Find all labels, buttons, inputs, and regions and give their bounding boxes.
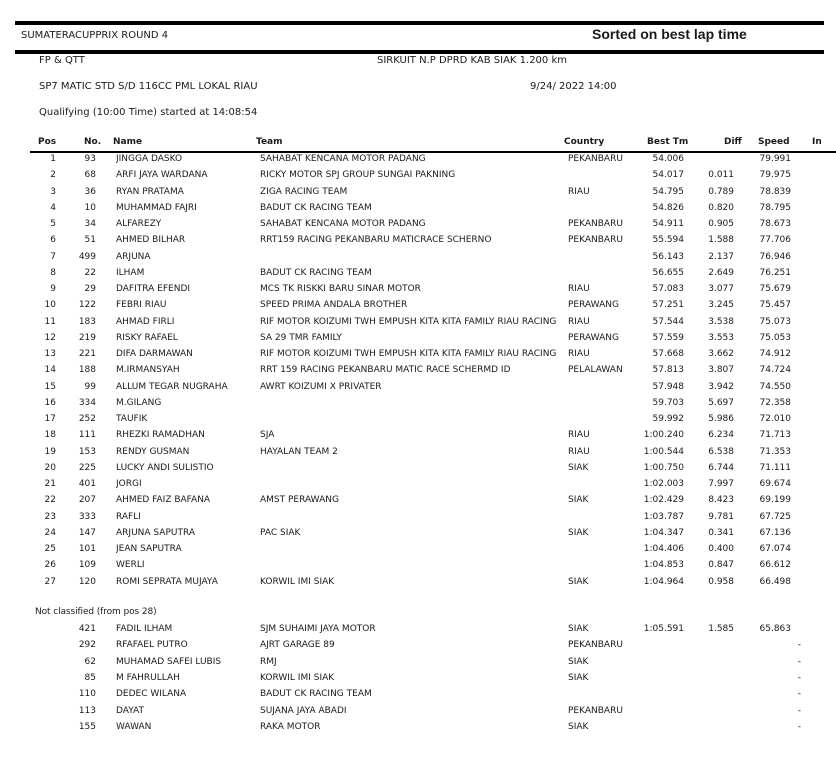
team-cell: RMJ xyxy=(260,656,277,667)
number-cell: 34 xyxy=(84,219,96,229)
speed-cell: - xyxy=(797,640,801,651)
best-time-cell: 54.017 xyxy=(652,170,684,181)
col-team: Team xyxy=(256,137,283,147)
speed-cell: 72.358 xyxy=(759,397,791,408)
best-time-cell: 57.948 xyxy=(652,381,684,392)
team-cell: MCS TK RISKKI BARU SINAR MOTOR xyxy=(260,284,421,294)
country-cell: PERAWANG xyxy=(568,300,619,311)
name-cell: RHEZKI RAMADHAN xyxy=(116,430,205,441)
best-time-cell: 57.813 xyxy=(652,365,684,376)
diff-cell: 2.649 xyxy=(708,267,734,278)
position-cell: 9 xyxy=(50,284,56,294)
table-row xyxy=(0,560,836,576)
diff-cell: 0.905 xyxy=(708,219,734,229)
col-in: In xyxy=(812,137,822,147)
diff-cell: 5.697 xyxy=(708,397,734,408)
country-cell: SIAK xyxy=(568,656,589,667)
speed-cell: 67.074 xyxy=(759,544,791,554)
country-cell: PEKANBARU xyxy=(568,640,623,651)
speed-cell: 75.053 xyxy=(759,332,791,343)
position-cell: 27 xyxy=(44,576,56,587)
name-cell: ILHAM xyxy=(116,267,145,278)
speed-cell: - xyxy=(797,672,801,683)
number-cell: 68 xyxy=(84,170,96,181)
speed-cell: 66.612 xyxy=(759,560,791,571)
col-diff: Diff xyxy=(724,137,742,147)
col-pos: Pos xyxy=(38,137,57,147)
team-cell: AWRT KOIZUMI X PRIVATER xyxy=(260,381,382,392)
diff-cell: 1.588 xyxy=(708,235,734,246)
speed-cell: 79.975 xyxy=(759,170,791,181)
best-time-cell: 57.544 xyxy=(652,316,684,327)
speed-cell: 69.674 xyxy=(759,479,791,489)
position-cell: 2 xyxy=(50,170,56,181)
position-cell: 20 xyxy=(44,462,56,473)
name-cell: LUCKY ANDI SULISTIO xyxy=(116,462,214,473)
number-cell: 111 xyxy=(78,430,96,441)
position-cell: 8 xyxy=(50,267,56,278)
diff-cell: 6.234 xyxy=(708,430,734,441)
table-row xyxy=(0,689,836,705)
table-row xyxy=(0,495,836,511)
team-cell: SJM SUHAIMI JAYA MOTOR xyxy=(260,624,376,634)
table-row xyxy=(0,706,836,722)
position-cell: 7 xyxy=(50,251,56,262)
diff-cell: 0.847 xyxy=(708,560,734,571)
best-time-cell: 1:05.591 xyxy=(643,624,684,634)
team-cell: RIF MOTOR KOIZUMI TWH EMPUSH KITA KITA FAMILY RIAU RACING xyxy=(260,349,557,359)
name-cell: JEAN SAPUTRA xyxy=(116,544,182,554)
best-time-cell: 1:02.429 xyxy=(643,495,684,506)
country-cell: SIAK xyxy=(568,576,589,587)
table-row xyxy=(0,349,836,365)
best-time-cell: 1:00.544 xyxy=(643,446,684,457)
speed-cell: 74.550 xyxy=(759,381,791,392)
name-cell: FADIL ILHAM xyxy=(116,624,173,634)
speed-cell: 77.706 xyxy=(759,235,791,246)
country-cell: RIAU xyxy=(568,446,590,457)
country-cell: PEKANBARU xyxy=(568,705,623,716)
table-row xyxy=(0,398,836,414)
team-cell: SAHABAT KENCANA MOTOR PADANG xyxy=(260,154,426,164)
number-cell: 62 xyxy=(84,656,96,667)
table-row xyxy=(0,722,836,738)
name-cell: ARJUNA SAPUTRA xyxy=(116,527,195,538)
position-cell: 13 xyxy=(44,349,56,359)
table-row xyxy=(0,300,836,316)
diff-cell: 0.011 xyxy=(708,170,734,181)
name-cell: AHMED BILHAR xyxy=(116,235,186,246)
table-row xyxy=(0,512,836,528)
table-row xyxy=(0,187,836,203)
header-rule xyxy=(15,50,824,54)
table-row xyxy=(0,284,836,300)
col-name: Name xyxy=(113,137,143,147)
table-row xyxy=(0,673,836,689)
speed-cell: - xyxy=(797,689,801,700)
name-cell: DEDEC WILANA xyxy=(116,689,187,700)
table-row xyxy=(0,203,836,219)
number-cell: 252 xyxy=(78,414,96,424)
country-cell: PEKANBARU xyxy=(568,235,623,246)
speed-cell: 75.457 xyxy=(759,300,791,311)
name-cell: ROMI SEPRATA MUJAYA xyxy=(116,576,218,587)
position-cell: 23 xyxy=(44,511,56,522)
position-cell: 12 xyxy=(44,332,56,343)
number-cell: 401 xyxy=(78,479,96,489)
position-cell: 14 xyxy=(44,365,56,376)
name-cell: ARJUNA xyxy=(116,251,151,262)
country-cell: SIAK xyxy=(568,527,589,538)
team-cell: KORWIL IMI SIAK xyxy=(260,576,335,587)
number-cell: 109 xyxy=(78,560,96,571)
name-cell: MUHAMMAD FAJRI xyxy=(116,202,197,213)
col-speed: Speed xyxy=(758,137,790,147)
name-cell: RFAFAEL PUTRO xyxy=(116,640,188,651)
session-info: Qualifying (10:00 Time) started at 14:08:54 xyxy=(39,107,258,118)
number-cell: 110 xyxy=(78,689,96,700)
best-time-cell: 54.795 xyxy=(652,186,684,197)
name-cell: M FAHRULLAH xyxy=(116,672,180,683)
best-time-cell: 57.668 xyxy=(652,349,684,359)
name-cell: DAYAT xyxy=(116,705,144,716)
best-time-cell: 57.559 xyxy=(652,332,684,343)
diff-cell: 0.789 xyxy=(708,186,734,197)
number-cell: 113 xyxy=(78,705,96,716)
name-cell: RAFLI xyxy=(116,511,141,522)
diff-cell: 3.245 xyxy=(708,300,734,311)
col-country: Country xyxy=(564,137,605,147)
best-time-cell: 54.006 xyxy=(652,154,684,164)
best-time-cell: 57.083 xyxy=(652,284,684,294)
best-time-cell: 54.826 xyxy=(652,202,684,213)
team-cell: RRT159 RACING PEKANBARU MATICRACE SCHERNO xyxy=(260,235,492,246)
position-cell: 24 xyxy=(44,527,56,538)
table-row xyxy=(0,382,836,398)
number-cell: 93 xyxy=(84,154,96,164)
diff-cell: 3.807 xyxy=(708,365,734,376)
diff-cell: 0.958 xyxy=(708,576,734,587)
best-time-cell: 1:02.003 xyxy=(643,479,684,489)
position-cell: 1 xyxy=(50,154,56,164)
number-cell: 153 xyxy=(78,446,96,457)
diff-cell: 6.538 xyxy=(708,446,734,457)
country-cell: SIAK xyxy=(568,672,589,683)
best-time-cell: 54.911 xyxy=(652,219,684,229)
table-row xyxy=(0,544,836,560)
speed-cell: 79.991 xyxy=(759,154,791,164)
table-row xyxy=(0,219,836,235)
name-cell: JORGI xyxy=(116,479,142,489)
position-cell: 11 xyxy=(44,316,56,327)
table-row xyxy=(0,463,836,479)
name-cell: WERLI xyxy=(116,560,145,571)
table-row xyxy=(0,430,836,446)
speed-cell: 71.111 xyxy=(759,462,791,473)
diff-cell: 5.986 xyxy=(708,414,734,424)
number-cell: 51 xyxy=(84,235,96,246)
team-cell: PAC SIAK xyxy=(260,527,301,538)
number-cell: 85 xyxy=(84,672,96,683)
number-cell: 207 xyxy=(78,495,96,506)
best-time-cell: 1:00.240 xyxy=(643,430,684,441)
team-cell: BADUT CK RACING TEAM xyxy=(260,689,372,700)
number-cell: 499 xyxy=(78,251,96,262)
diff-cell: 2.137 xyxy=(708,251,734,262)
diff-cell: 9.781 xyxy=(708,511,734,522)
name-cell: TAUFIK xyxy=(116,414,148,424)
team-cell: KORWIL IMI SIAK xyxy=(260,672,335,683)
speed-cell: 69.199 xyxy=(759,495,791,506)
speed-cell: 66.498 xyxy=(759,576,791,587)
diff-cell: 3.553 xyxy=(708,332,734,343)
name-cell: MUHAMAD SAFEI LUBIS xyxy=(116,656,222,667)
table-row xyxy=(0,317,836,333)
country-cell: RIAU xyxy=(568,349,590,359)
best-time-cell: 1:04.853 xyxy=(643,560,684,571)
position-cell: 5 xyxy=(50,219,56,229)
diff-cell: 0.820 xyxy=(708,202,734,213)
best-time-cell: 1:03.787 xyxy=(643,511,684,522)
position-cell: 22 xyxy=(44,495,56,506)
speed-cell: 76.251 xyxy=(759,267,791,278)
speed-cell: 74.724 xyxy=(759,365,791,376)
best-time-cell: 59.992 xyxy=(652,414,684,424)
table-row xyxy=(0,235,836,251)
table-row xyxy=(0,624,836,640)
speed-cell: 67.725 xyxy=(759,511,791,522)
name-cell: RENDY GUSMAN xyxy=(116,446,190,457)
team-cell: RICKY MOTOR SPJ GROUP SUNGAI PAKNING xyxy=(260,170,456,181)
class-name: SP7 MATIC STD S/D 116CC PML LOKAL RIAU xyxy=(39,81,258,92)
table-row xyxy=(0,154,836,170)
number-cell: 421 xyxy=(78,624,96,634)
number-cell: 225 xyxy=(78,462,96,473)
table-row xyxy=(0,414,836,430)
country-cell: PEKANBARU xyxy=(568,219,623,229)
best-time-cell: 57.251 xyxy=(652,300,684,311)
name-cell: AHMED FAIZ BAFANA xyxy=(116,495,211,506)
best-time-cell: 56.143 xyxy=(652,251,684,262)
diff-cell: 3.538 xyxy=(708,316,734,327)
team-cell: BADUT CK RACING TEAM xyxy=(260,202,372,213)
number-cell: 183 xyxy=(78,316,96,327)
best-time-cell: 56.655 xyxy=(652,267,684,278)
diff-cell: 6.744 xyxy=(708,462,734,473)
team-cell: RAKA MOTOR xyxy=(260,721,321,732)
position-cell: 16 xyxy=(44,397,56,408)
name-cell: DAFITRA EFENDI xyxy=(116,284,191,294)
country-cell: SIAK xyxy=(568,495,589,506)
number-cell: 22 xyxy=(84,267,96,278)
sort-note: Sorted on best lap time xyxy=(592,26,747,42)
position-cell: 26 xyxy=(44,560,56,571)
position-cell: 15 xyxy=(44,381,56,392)
name-cell: M.GILANG xyxy=(116,397,162,408)
table-row xyxy=(0,577,836,593)
best-time-cell: 1:04.347 xyxy=(643,527,684,538)
name-cell: WAWAN xyxy=(116,721,152,732)
speed-cell: 76.946 xyxy=(759,251,791,262)
name-cell: ARFI JAYA WARDANA xyxy=(116,170,208,181)
number-cell: 36 xyxy=(84,186,96,197)
best-time-cell: 55.594 xyxy=(652,235,684,246)
team-cell: BADUT CK RACING TEAM xyxy=(260,267,372,278)
diff-cell: 3.942 xyxy=(708,381,734,392)
number-cell: 334 xyxy=(78,397,96,408)
number-cell: 221 xyxy=(78,349,96,359)
country-cell: PERAWANG xyxy=(568,332,619,343)
speed-cell: 78.839 xyxy=(759,186,791,197)
country-cell: RIAU xyxy=(568,430,590,441)
position-cell: 3 xyxy=(50,186,56,197)
event-title: SUMATERACUPPRIX ROUND 4 xyxy=(21,30,169,41)
top-rule xyxy=(15,21,824,25)
number-cell: 333 xyxy=(78,511,96,522)
number-cell: 188 xyxy=(78,365,96,376)
country-cell: SIAK xyxy=(568,721,589,732)
speed-cell: 78.795 xyxy=(759,202,791,213)
table-row xyxy=(0,479,836,495)
name-cell: DIFA DARMAWAN xyxy=(116,349,193,359)
diff-cell: 8.423 xyxy=(708,495,734,506)
diff-cell: 1.585 xyxy=(708,624,734,634)
speed-cell: 75.679 xyxy=(759,284,791,294)
speed-cell: 78.673 xyxy=(759,219,791,229)
country-cell: SIAK xyxy=(568,624,589,634)
speed-cell: 75.073 xyxy=(759,316,791,327)
team-cell: SUJANA JAYA ABADI xyxy=(260,705,347,716)
team-cell: RIF MOTOR KOIZUMI TWH EMPUSH KITA KITA FAMILY RIAU RACING xyxy=(260,316,557,327)
speed-cell: 67.136 xyxy=(759,527,791,538)
circuit-info: SIRKUIT N.P DPRD KAB SIAK 1.200 km xyxy=(377,55,567,66)
col-no: No. xyxy=(84,137,102,147)
table-row xyxy=(0,333,836,349)
date-time: 9/24/ 2022 14:00 xyxy=(530,81,617,92)
number-cell: 99 xyxy=(84,381,96,392)
best-time-cell: 1:04.406 xyxy=(643,544,684,554)
team-cell: AMST PERAWANG xyxy=(260,495,339,506)
speed-cell: 71.713 xyxy=(759,430,791,441)
position-cell: 18 xyxy=(44,430,56,441)
team-cell: HAYALAN TEAM 2 xyxy=(260,446,338,457)
number-cell: 120 xyxy=(78,576,96,587)
speed-cell: 74.912 xyxy=(759,349,791,359)
team-cell: ZIGA RACING TEAM xyxy=(260,186,348,197)
number-cell: 101 xyxy=(78,544,96,554)
name-cell: M.IRMANSYAH xyxy=(116,365,180,376)
country-cell: SIAK xyxy=(568,462,589,473)
country-cell: PELALAWAN xyxy=(568,365,623,376)
country-cell: RIAU xyxy=(568,186,590,197)
position-cell: 25 xyxy=(44,544,56,554)
position-cell: 17 xyxy=(44,414,56,424)
name-cell: ALLUM TEGAR NUGRAHA xyxy=(116,381,228,392)
diff-cell: 3.077 xyxy=(708,284,734,294)
speed-cell: 65.863 xyxy=(759,624,791,634)
country-cell: RIAU xyxy=(568,316,590,327)
name-cell: JINGGA DASKO xyxy=(116,154,183,164)
team-cell: SAHABAT KENCANA MOTOR PADANG xyxy=(260,219,426,229)
position-cell: 10 xyxy=(44,300,56,311)
table-row xyxy=(0,528,836,544)
position-cell: 4 xyxy=(50,202,56,213)
number-cell: 147 xyxy=(78,527,96,538)
table-row xyxy=(0,657,836,673)
session-name: FP & QTT xyxy=(39,55,85,66)
table-row xyxy=(0,170,836,186)
team-cell: SPEED PRIMA ANDALA BROTHER xyxy=(260,300,408,311)
name-cell: RYAN PRATAMA xyxy=(116,186,184,197)
country-cell: PEKANBARU xyxy=(568,154,623,164)
number-cell: 155 xyxy=(78,721,96,732)
speed-cell: - xyxy=(797,721,801,732)
best-time-cell: 1:00.750 xyxy=(643,462,684,473)
speed-cell: - xyxy=(797,705,801,716)
col-best-time: Best Tm xyxy=(647,137,689,147)
speed-cell: 71.353 xyxy=(759,446,791,457)
number-cell: 10 xyxy=(84,202,96,213)
table-row xyxy=(0,447,836,463)
team-cell: RRT 159 RACING PEKANBARU MATIC RACE SCHERMD ID xyxy=(260,365,511,376)
not-classified-label: Not classified (from pos 28) xyxy=(35,607,157,617)
table-row xyxy=(0,640,836,656)
number-cell: 29 xyxy=(84,284,96,294)
name-cell: ALFAREZY xyxy=(116,219,162,229)
diff-cell: 7.997 xyxy=(708,479,734,489)
name-cell: AHMAD FIRLI xyxy=(116,316,175,327)
position-cell: 19 xyxy=(44,446,56,457)
position-cell: 21 xyxy=(44,479,56,489)
name-cell: RISKY RAFAEL xyxy=(116,332,178,343)
column-header-rule xyxy=(30,151,836,153)
best-time-cell: 59.703 xyxy=(652,397,684,408)
number-cell: 292 xyxy=(78,640,96,651)
diff-cell: 0.400 xyxy=(708,544,734,554)
country-cell: RIAU xyxy=(568,284,590,294)
team-cell: SJA xyxy=(260,430,275,441)
table-row xyxy=(0,268,836,284)
speed-cell: - xyxy=(797,656,801,667)
team-cell: SA 29 TMR FAMILY xyxy=(260,332,342,343)
table-row xyxy=(0,252,836,268)
best-time-cell: 1:04.964 xyxy=(643,576,684,587)
diff-cell: 0.341 xyxy=(708,527,734,538)
name-cell: FEBRI RIAU xyxy=(116,300,167,311)
diff-cell: 3.662 xyxy=(708,349,734,359)
number-cell: 122 xyxy=(78,300,96,311)
team-cell: AJRT GARAGE 89 xyxy=(260,640,335,651)
table-row xyxy=(0,365,836,381)
number-cell: 219 xyxy=(78,332,96,343)
position-cell: 6 xyxy=(50,235,56,246)
speed-cell: 72.010 xyxy=(759,414,791,424)
